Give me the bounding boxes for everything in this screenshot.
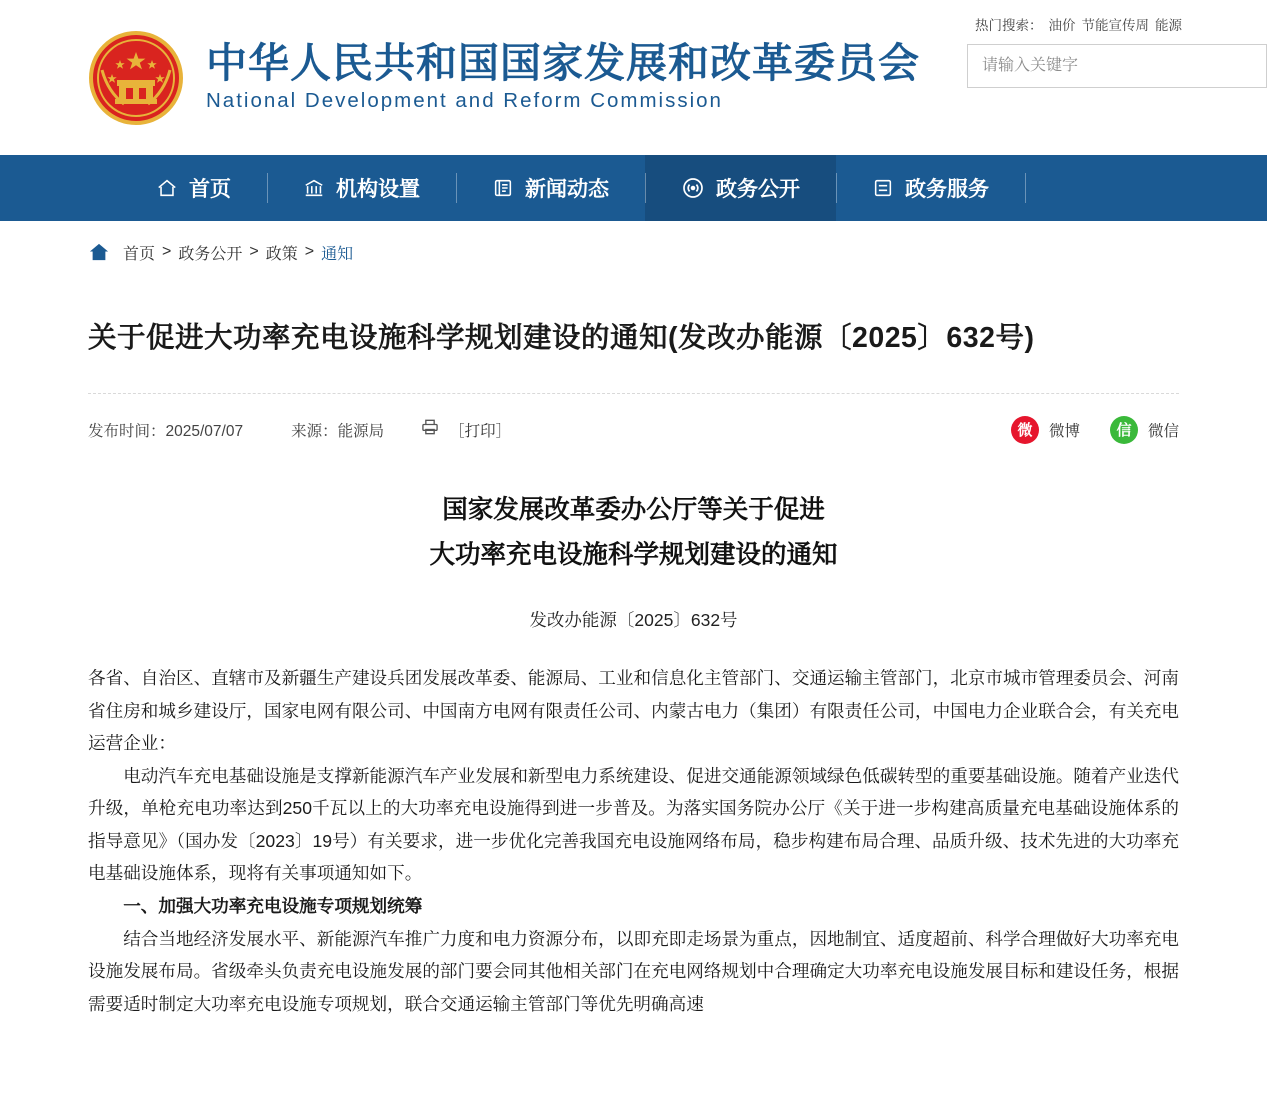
nav-label-home: 首页 (189, 178, 231, 201)
publish-time-value: 2025/07/07 (165, 422, 244, 440)
nav-item-news[interactable] (456, 155, 645, 221)
news-icon (492, 177, 514, 199)
hot-search-item-2[interactable]: 能源 (1155, 18, 1182, 33)
article-paragraph-2: 结合当地经济发展水平、新能源汽车推广力度和电力资源分布，以即充即走场景为重点，因地制宜、适度超前、科学合理做好大功率充电设施发展布局。省级牵头负责充电设施发展的部门要会同其他相关部门在充电网络规划中合理确定大功率充电设施发展目标和建设任务，根据需要适时制定大功率充电设施专项规划，联合交通运输主管部门等优先明确高速 (88, 928, 1179, 1014)
breadcrumb-separator-0: > (162, 243, 172, 260)
publish-time-label: 发布时间： (88, 422, 166, 440)
breadcrumb (0, 221, 1267, 283)
share-wechat-label: 微信 (1147, 422, 1179, 440)
nav-item-government-disclosure[interactable] (645, 155, 836, 221)
service-icon (872, 177, 894, 199)
print-button[interactable] (420, 417, 511, 442)
site-title-cn: 中华人民共和国国家发展和改革委员会 (206, 40, 920, 87)
document-heading (88, 488, 1179, 577)
site-title-en: National Development and Reform Commission (206, 89, 723, 113)
nav-label-organization: 机构设置 (336, 178, 420, 201)
page-title: 关于促进大功率充电设施科学规划建设的通知(发改办能源〔2025〕632号) (88, 283, 1179, 394)
breadcrumb-separator-2: > (304, 243, 315, 260)
article-section-heading-1: 一、加强大功率充电设施专项规划统筹 (123, 895, 423, 916)
print-label: ［打印］ (449, 422, 512, 440)
search-area (967, 14, 1267, 88)
breadcrumb-separator-1: > (249, 243, 259, 260)
source-value: 能源局 (337, 422, 385, 440)
broadcast-icon (681, 176, 705, 200)
printer-icon (420, 417, 440, 442)
site-title (206, 40, 920, 113)
share-weibo[interactable] (1011, 416, 1080, 444)
search-box[interactable] (967, 44, 1267, 88)
share-wechat[interactable] (1110, 416, 1179, 444)
search-input[interactable] (968, 45, 1266, 87)
article-paragraph-1: 电动汽车充电基础设施是支撑新能源汽车产业发展和新型电力系统建设、促进交通能源领域绿色低碳转型的重要基础设施。随着产业迭代升级，单枪充电功率达到250千瓦以上的大功率充电设施得到进一步普及。为落实国务院办公厅《关于进一步构建高质量充电基础设施体系的指导意见》（国办发〔2023〕19号）有关要求，进一步优化完善我国充电设施网络布局，稳步构建布局合理、品质升级、技术先进的大功率充电基础设施体系，现将有关事项通知如下。 (88, 765, 1179, 884)
article (0, 283, 1267, 1020)
document-number: 发改办能源〔2025〕632号 (529, 610, 738, 631)
share-group (1011, 416, 1179, 444)
nav-divider (1025, 173, 1026, 203)
breadcrumb-item-2[interactable]: 政策 (265, 245, 298, 263)
nav-label-government-service: 政务服务 (905, 178, 989, 201)
publish-time (88, 419, 243, 441)
bank-icon (303, 177, 325, 199)
hot-search-item-0[interactable]: 油价 (1048, 18, 1076, 33)
article-meta (88, 394, 1179, 466)
hot-search-label: 热门搜索： (975, 18, 1043, 33)
breadcrumb-item-3[interactable]: 通知 (321, 245, 354, 263)
national-emblem (88, 30, 184, 126)
breadcrumb-item-0[interactable]: 首页 (123, 245, 156, 263)
article-paragraph-0: 各省、自治区、直辖市及新疆生产建设兵团发展改革委、能源局、工业和信息化主管部门、交通运输主管部门，北京市城市管理委员会、河南省住房和城乡建设厅，国家电网有限公司、中国南方电网有限责任公司、内蒙古电力（集团）有限责任公司，中国电力企业联合会，有关充电运营企业： (88, 668, 1179, 754)
source-label: 来源： (291, 422, 338, 440)
home-filled-icon[interactable] (88, 242, 110, 262)
site-header (0, 0, 1267, 155)
breadcrumb-item-1[interactable]: 政务公开 (178, 245, 243, 263)
nav-label-government-disclosure: 政务公开 (716, 178, 800, 201)
nav-label-news: 新闻动态 (525, 178, 609, 201)
nav-item-organization[interactable] (267, 155, 456, 221)
hot-search (967, 14, 1267, 34)
hot-search-item-1[interactable]: 节能宣传周 (1081, 18, 1149, 33)
home-icon (156, 177, 178, 199)
nav-item-home[interactable] (120, 155, 267, 221)
share-weibo-label: 微博 (1048, 422, 1080, 440)
nav-item-government-service[interactable] (836, 155, 1025, 221)
document-heading-line1: 国家发展改革委办公厅等关于促进 (442, 495, 825, 524)
weibo-icon: 微 (1011, 416, 1039, 444)
article-source (291, 419, 384, 441)
wechat-icon: 信 (1110, 416, 1138, 444)
document-heading-line2: 大功率充电设施科学规划建设的通知 (429, 540, 838, 569)
main-nav (0, 155, 1267, 221)
